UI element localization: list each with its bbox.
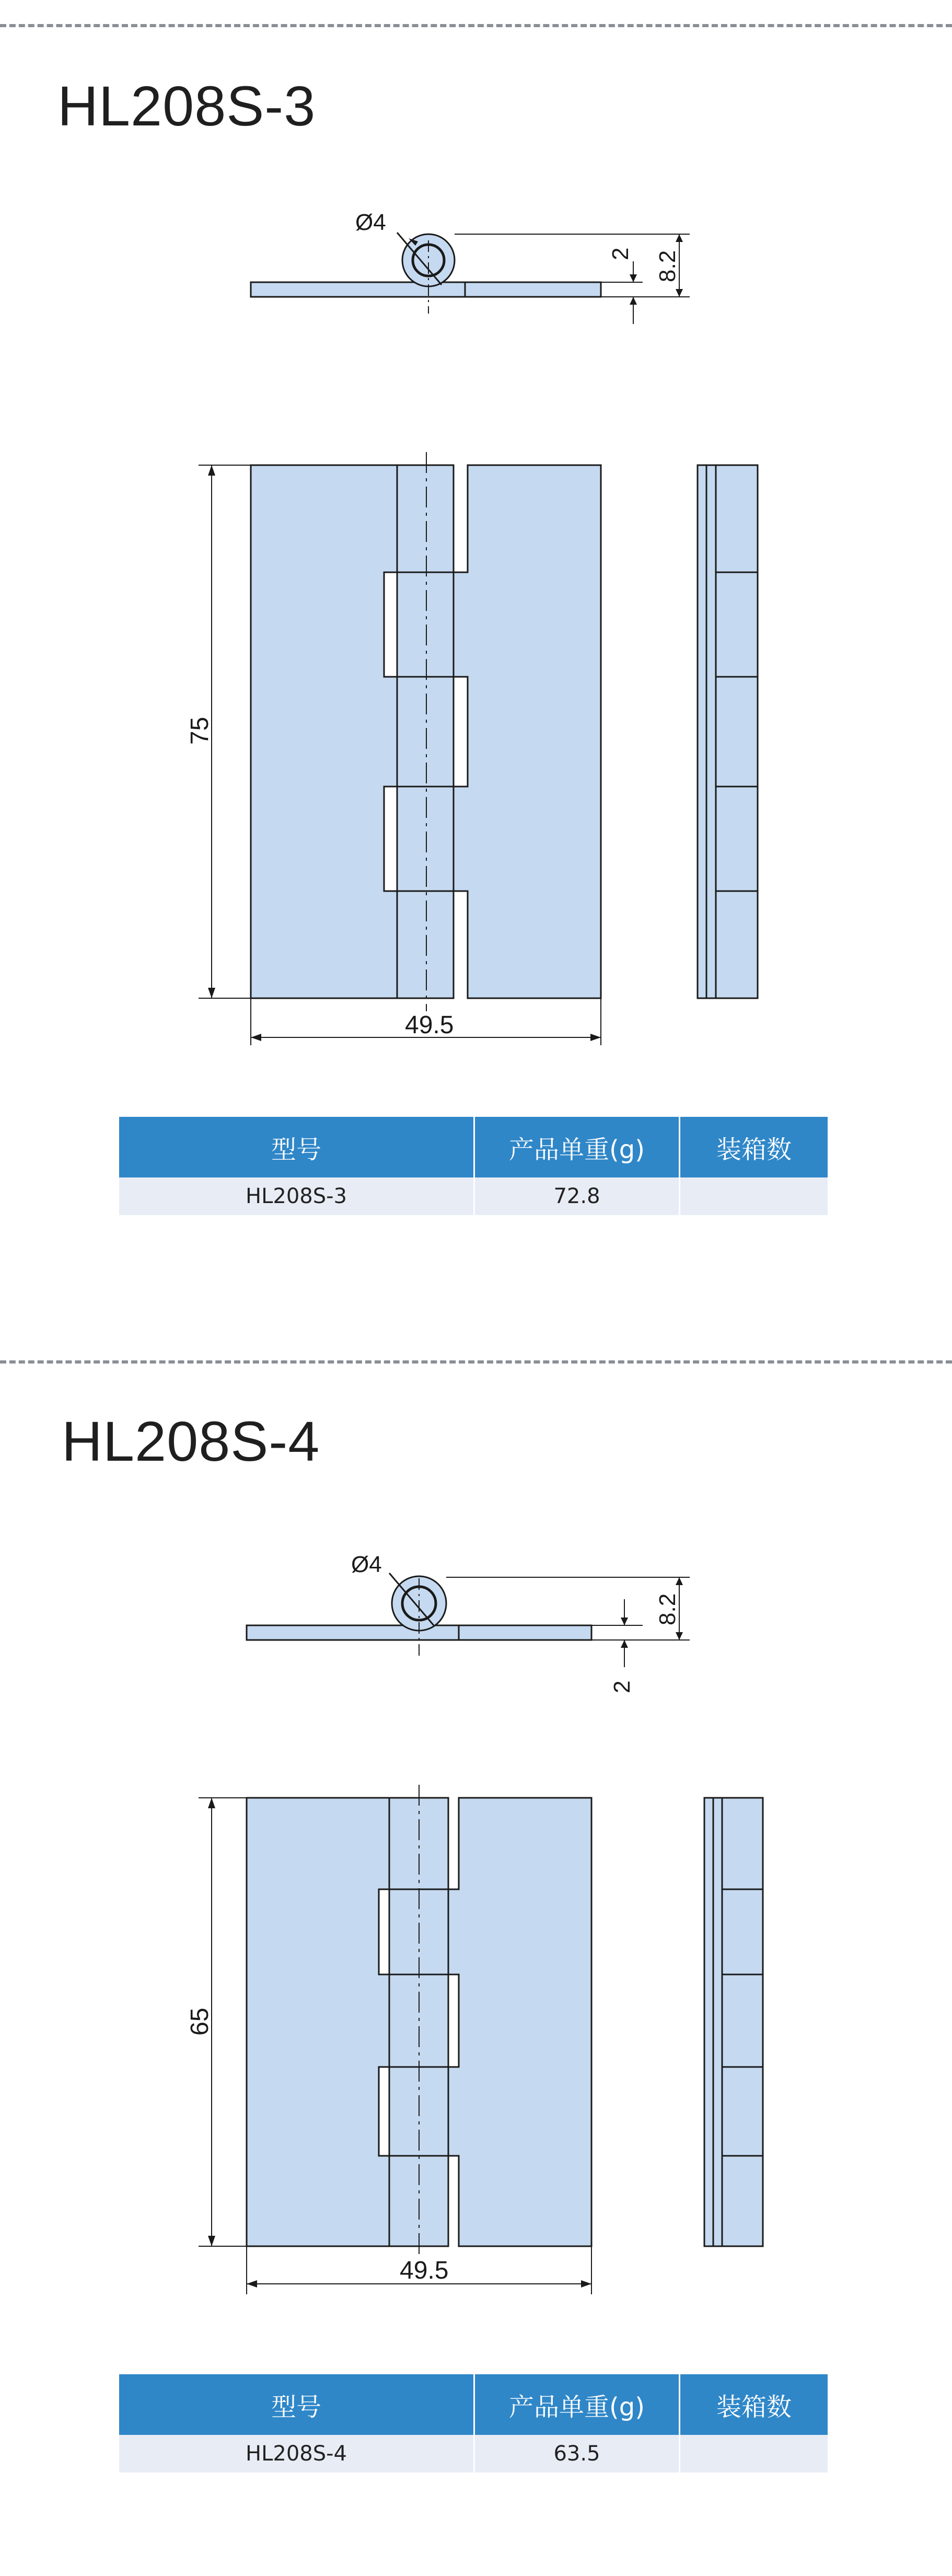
side-view	[698, 465, 758, 998]
dim-hole: Ø4	[355, 210, 386, 235]
cell-model: HL208S-4	[119, 2435, 474, 2473]
dim-thickness: 2	[608, 247, 633, 260]
front-view	[199, 452, 601, 1045]
dim-knuckle: 8.2	[655, 250, 680, 282]
cell-model: HL208S-3	[119, 1177, 474, 1215]
hinge-drawing-1	[0, 0, 952, 1077]
dim-thickness: 2	[609, 1680, 635, 1693]
dim-hole: Ø4	[351, 1552, 382, 1577]
header-model: 型号	[119, 2374, 474, 2435]
cell-packing-qty	[680, 1177, 828, 1215]
cell-unit-weight: 63.5	[474, 2435, 680, 2473]
header-packing-qty: 装箱数	[680, 1117, 828, 1177]
spec-table	[119, 1117, 828, 1215]
cell-unit-weight: 72.8	[474, 1177, 680, 1215]
model-title: HL208S-4	[62, 1410, 320, 1473]
dim-height: 75	[186, 717, 214, 745]
dim-width: 49.5	[400, 2257, 449, 2284]
header-unit-weight: 产品单重(g)	[474, 1117, 680, 1177]
dim-height: 65	[186, 2007, 214, 2036]
model-title: HL208S-3	[57, 74, 316, 137]
header-packing-qty: 装箱数	[680, 2374, 828, 2435]
cell-packing-qty	[680, 2435, 828, 2473]
top-view	[251, 233, 690, 324]
dim-width: 49.5	[405, 1011, 454, 1039]
top-view	[247, 1573, 690, 1667]
front-view	[199, 1785, 591, 2294]
dim-knuckle: 8.2	[655, 1593, 680, 1625]
side-view	[704, 1798, 763, 2246]
header-unit-weight: 产品单重(g)	[474, 2374, 680, 2435]
spec-table	[119, 2374, 828, 2473]
hinge-drawing-2	[0, 1327, 952, 2404]
header-model: 型号	[119, 1117, 474, 1177]
